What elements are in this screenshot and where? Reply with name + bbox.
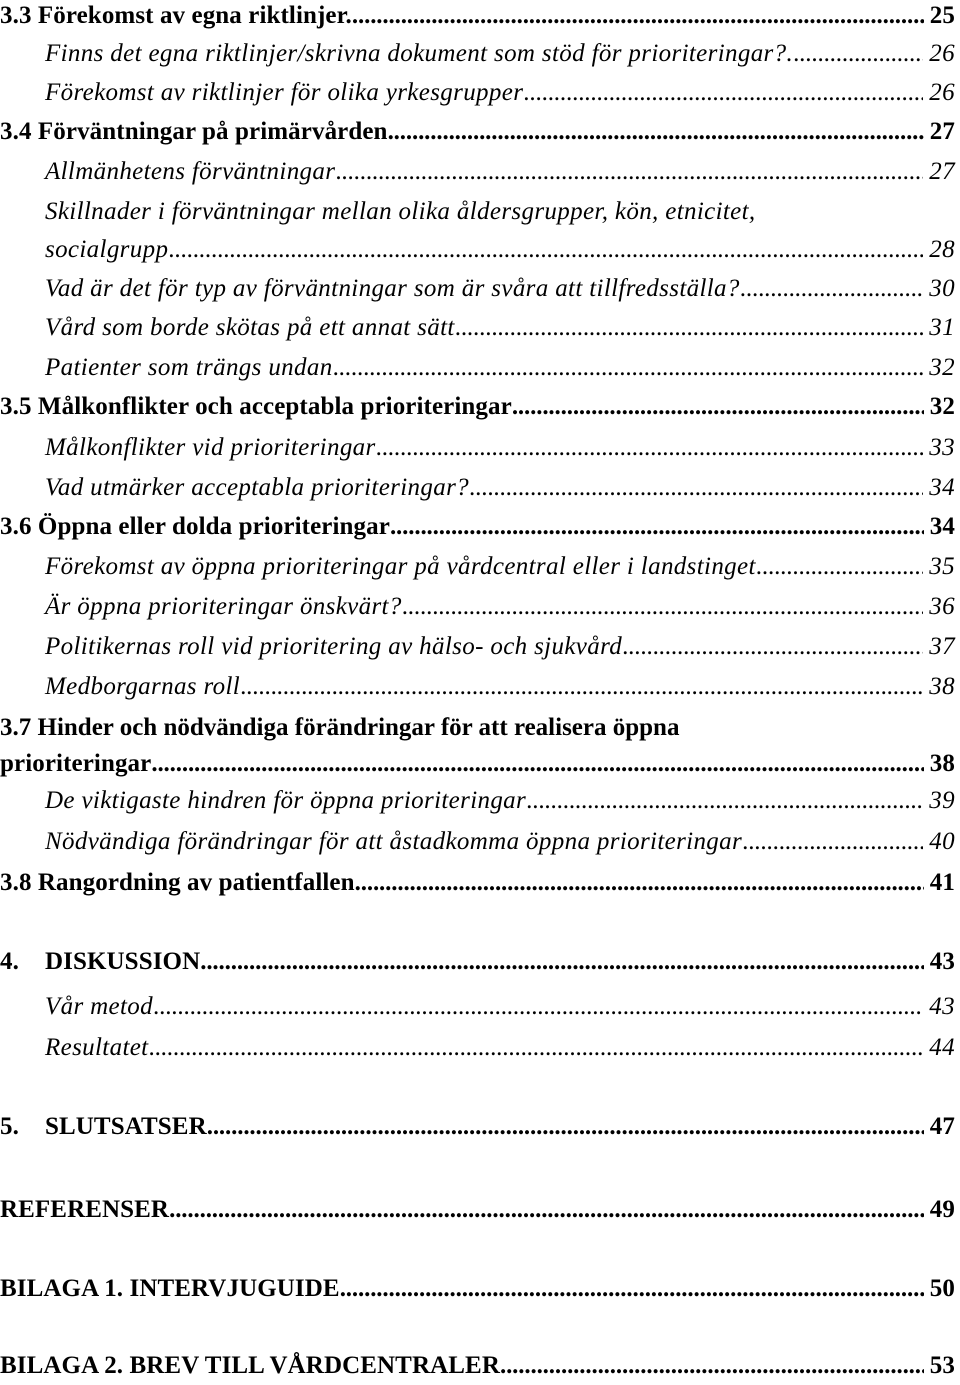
toc-entry-page: 34 — [929, 513, 955, 540]
toc-entry-page: 32 — [929, 354, 955, 381]
toc-leader-dots — [168, 236, 923, 264]
toc-entry-page: 40 — [929, 828, 955, 855]
toc-entry-title: REFERENSER — [0, 1196, 170, 1223]
toc-entry-page: 38 — [929, 673, 955, 700]
toc-entry-title: Förekomst av öppna prioriteringar på vårdcentral eller i landstinget — [45, 553, 756, 580]
toc-leader-dots — [756, 553, 924, 581]
toc-entry-title: BILAGA 1. INTERVJUGUIDE — [0, 1275, 340, 1302]
toc-leader-dots — [793, 40, 923, 68]
toc-leader-dots — [526, 787, 923, 815]
toc-entry-title: Vår metod — [45, 993, 153, 1020]
toc-entry-page: 39 — [929, 787, 955, 814]
toc-entry-page: 44 — [929, 1034, 955, 1061]
toc-leader-dots — [742, 828, 923, 856]
toc-entry[interactable] — [0, 118, 955, 146]
toc-entry[interactable] — [0, 314, 955, 342]
toc-entry[interactable] — [0, 553, 955, 581]
toc-entry-page: 25 — [929, 2, 955, 29]
toc-entry[interactable] — [0, 354, 955, 382]
toc-entry-page: 31 — [929, 314, 955, 341]
toc-entry-title: Patienter som trängs undan — [45, 354, 333, 381]
toc-leader-dots — [169, 1196, 924, 1224]
toc-entry[interactable] — [0, 787, 955, 815]
toc-entry-page: 32 — [929, 393, 955, 420]
toc-entry[interactable] — [0, 79, 955, 107]
toc-entry-page: 34 — [929, 474, 955, 501]
toc-entry-title: 3.3 Förekomst av egna riktlinjer. — [0, 2, 352, 29]
toc-leader-dots — [352, 2, 924, 30]
toc-entry-page: 27 — [929, 158, 955, 185]
toc-entry[interactable] — [0, 2, 955, 30]
toc-entry-page: 53 — [929, 1352, 955, 1379]
toc-entry[interactable] — [0, 434, 955, 462]
toc-entry[interactable] — [0, 393, 955, 421]
toc-entry-page: 26 — [929, 79, 955, 106]
toc-entry-title: 3.5 Målkonflikter och acceptabla prioriteringar — [0, 393, 512, 420]
toc-entry-title: SLUTSATSER — [45, 1113, 207, 1140]
toc-entry-title: Politikernas roll vid prioritering av hälso- och sjukvård — [45, 633, 623, 660]
toc-entry-title: Allmänhetens förväntningar — [45, 158, 336, 185]
toc-entry-title: Vad är det för typ av förväntningar som är svåra att tillfredsställa? — [45, 275, 740, 302]
toc-leader-dots — [388, 118, 924, 146]
toc-entry-number: 4. — [0, 948, 19, 975]
toc-entry-title: socialgrupp — [45, 236, 169, 263]
toc-leader-dots — [335, 158, 923, 186]
toc-entry-title: Målkonflikter vid prioriteringar — [45, 434, 376, 461]
toc-entry[interactable] — [0, 1352, 955, 1380]
toc-entry[interactable] — [0, 236, 955, 264]
toc-leader-dots — [355, 869, 924, 897]
toc-entry-page: 30 — [929, 275, 955, 302]
toc-leader-dots — [740, 275, 924, 303]
toc-entry[interactable] — [0, 40, 955, 68]
toc-entry-title: Resultatet — [45, 1034, 149, 1061]
toc-entry-title: Är öppna prioriteringar önskvärt? — [45, 593, 402, 620]
toc-leader-dots — [151, 750, 923, 778]
toc-entry-title: De viktigaste hindren för öppna prioriteringar — [45, 787, 527, 814]
toc-entry-page: 36 — [929, 593, 955, 620]
toc-entry-title: 3.4 Förväntningar på primärvården — [0, 118, 388, 145]
toc-entry-page: 33 — [929, 434, 955, 461]
toc-entry-title-line1: Skillnader i förväntningar mellan olika åldersgrupper, kön, etnicitet, — [45, 198, 756, 225]
toc-leader-dots — [622, 633, 923, 661]
toc-leader-dots — [333, 354, 924, 382]
toc-leader-dots — [148, 1034, 923, 1062]
toc-entry-title: Förekomst av riktlinjer för olika yrkesgrupper — [45, 79, 524, 106]
toc-entry[interactable] — [0, 828, 955, 856]
toc-entry[interactable] — [0, 1034, 955, 1062]
toc-entry-page: 38 — [929, 750, 955, 777]
toc-entry-title: Finns det egna riktlinjer/skrivna dokument som stöd för prioriteringar?. — [45, 40, 794, 67]
toc-leader-dots — [402, 593, 924, 621]
toc-leader-dots — [376, 434, 924, 462]
toc-entry[interactable] — [0, 474, 955, 502]
toc-entry[interactable] — [0, 275, 955, 303]
toc-leader-dots — [455, 314, 924, 342]
toc-entry-title: Vad utmärker acceptabla prioriteringar? — [45, 474, 470, 501]
toc-entry-page: 41 — [929, 869, 955, 896]
toc-leader-dots — [500, 1352, 924, 1380]
toc-entry-page: 43 — [929, 948, 955, 975]
toc-entry[interactable] — [0, 1196, 955, 1224]
toc-entry-page: 47 — [929, 1113, 955, 1140]
toc-entry-page: 37 — [929, 633, 955, 660]
toc-entry[interactable] — [0, 993, 955, 1021]
toc-entry[interactable] — [0, 633, 955, 661]
toc-leader-dots — [523, 79, 923, 107]
toc-entry[interactable] — [0, 750, 955, 778]
toc-entry-title: Medborgarnas roll — [45, 673, 241, 700]
toc-leader-dots — [390, 513, 924, 541]
toc-leader-dots — [469, 474, 923, 502]
toc-entry[interactable] — [0, 1113, 955, 1141]
toc-entry-page: 50 — [929, 1275, 955, 1302]
toc-entry-page: 43 — [929, 993, 955, 1020]
toc-entry-title: 3.8 Rangordning av patientfallen — [0, 869, 355, 896]
toc-entry[interactable] — [0, 158, 955, 186]
toc-entry[interactable] — [0, 593, 955, 621]
toc-entry-title-line1: 3.7 Hinder och nödvändiga förändringar för att realisera öppna — [0, 714, 680, 741]
toc-entry-page: 49 — [929, 1196, 955, 1223]
toc-leader-dots — [207, 1113, 924, 1141]
toc-leader-dots — [200, 948, 924, 976]
toc-leader-dots — [512, 393, 924, 421]
toc-entry-page: 35 — [929, 553, 955, 580]
toc-entry-title: 3.6 Öppna eller dolda prioriteringar — [0, 513, 390, 540]
toc-entry-page: 26 — [929, 40, 955, 67]
toc-entry[interactable] — [0, 869, 955, 897]
toc-entry[interactable] — [0, 513, 955, 541]
toc-entry-title: BILAGA 2. BREV TILL VÅRDCENTRALER — [0, 1352, 500, 1379]
toc-leader-dots — [153, 993, 923, 1021]
toc-entry-number: 5. — [0, 1113, 19, 1140]
toc-entry[interactable] — [0, 673, 955, 701]
toc-leader-dots — [240, 673, 923, 701]
toc-entry-page: 28 — [929, 236, 955, 263]
toc-entry-title: Vård som borde skötas på ett annat sätt — [45, 314, 455, 341]
toc-entry-title: DISKUSSION — [45, 948, 201, 975]
toc-entry-page: 27 — [929, 118, 955, 145]
toc-leader-dots — [340, 1275, 924, 1303]
toc-entry-title: Nödvändiga förändringar för att åstadkomma öppna prioriteringar — [45, 828, 743, 855]
toc-entry[interactable] — [0, 948, 955, 976]
toc-entry-title: prioriteringar — [0, 750, 152, 777]
toc-entry[interactable] — [0, 1275, 955, 1303]
